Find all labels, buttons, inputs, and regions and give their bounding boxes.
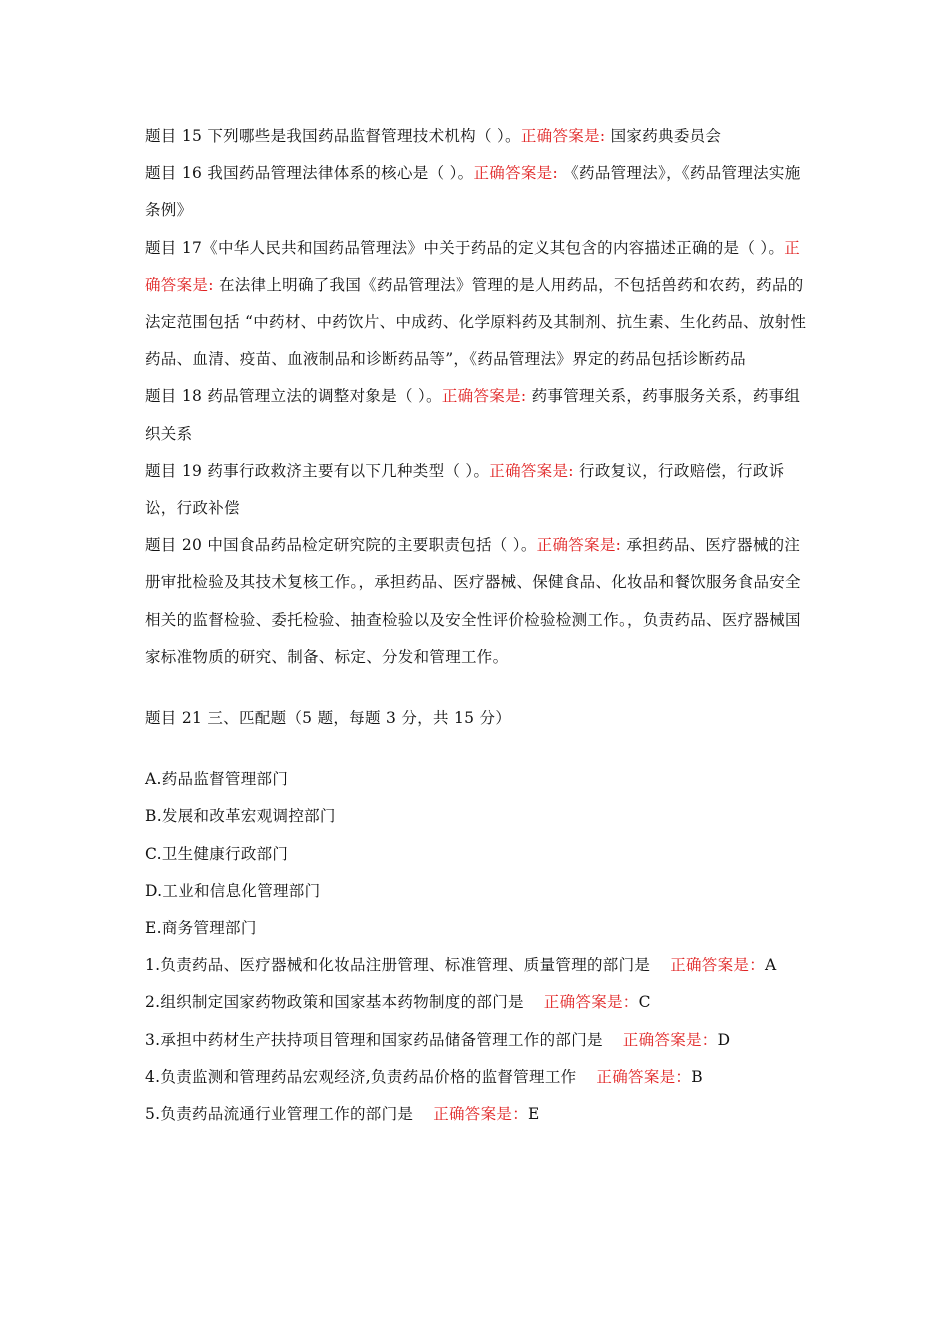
answer-text: 承担药品、医疗器械的注册审批检验及其技术复核工作。，承担药品、医疗器械、保健食品、化妆品和餐饮服务食品安全相关的监督检验、委托检验、抽查检验以及安全性评价检验检测工作。，负责药品、医疗器械国家标准物质的研究、制备、标定、分发和管理工作。: [145, 536, 801, 666]
option-d: D.工业和信息化管理部门: [145, 881, 321, 900]
match-question-3: [145, 1022, 813, 1059]
answer-text: 国家药典委员会: [605, 127, 722, 145]
answer-label: 正确答案是：: [622, 1030, 718, 1049]
question-stem: 题目 20 中国食品药品检定研究院的主要职责包括（ ）。: [145, 536, 537, 555]
question-20: [145, 527, 813, 676]
question-stem: 题目 17《中华人民共和国药品管理法》中关于药品的定义其包含的内容描述正确的是（ ）。: [145, 238, 785, 257]
match-question-1: [145, 947, 813, 984]
question-18: [145, 378, 813, 452]
document-body: [145, 118, 813, 1133]
answer-text: 在法律上明确了我国《药品管理法》管理的是人用药品，不包括兽药和农药，药品的法定范围包括 “中药材、中药饮片、中成药、化学原料药及其制剂、抗生素、生化药品、放射性药品、血清、疫苗、血液制品和诊断药品等”，《药品管理法》界定的药品包括诊断药品: [145, 275, 807, 369]
answer-label: 正确答案是:: [489, 461, 574, 480]
question-stem: 题目 19 药事行政救济主要有以下几种类型（ ）。: [145, 461, 490, 480]
answer-text: C: [638, 993, 651, 1012]
answer-label: 正确答案是:: [520, 127, 606, 145]
match-text: 5.负责药品流通行业管理工作的部门是: [145, 1105, 414, 1124]
answer-text: B: [691, 1067, 703, 1086]
option-a: A.药品监督管理部门: [145, 770, 289, 789]
answer-text: 药事管理关系，药事服务关系，药事组织关系: [145, 387, 801, 443]
match-text: 4.负责监测和管理药品宏观经济,负责药品价格的监督管理工作: [145, 1067, 577, 1086]
section-title: 题目 21 三、匹配题（5 题，每题 3 分，共 15 分）: [145, 709, 512, 728]
option-b: B.发展和改革宏观调控部门: [145, 807, 336, 826]
answer-text: D: [717, 1030, 731, 1049]
match-text: 1.负责药品、医疗器械和化妆品注册管理、标准管理、质量管理的部门是: [145, 956, 651, 975]
answer-label: 正确答案是：: [670, 956, 766, 975]
question-15: [145, 118, 813, 155]
question-stem: 题目 16 我国药品管理法律体系的核心是（ ）。: [145, 164, 474, 183]
match-question-2: [145, 984, 813, 1021]
question-stem: 题目 18 药品管理立法的调整对象是（ ）。: [145, 387, 442, 406]
match-text: 3.承担中药材生产扶持项目管理和国家药品储备管理工作的部门是: [145, 1030, 603, 1049]
answer-text: E: [528, 1105, 540, 1124]
question-stem: 题目 15 下列哪些是我国药品监督管理技术机构（ ）。: [145, 127, 521, 145]
question-19: [145, 453, 813, 527]
answer-label: 正确答案是:: [473, 164, 558, 183]
answer-label: 正确答案是:: [145, 238, 801, 294]
question-17: [145, 230, 813, 379]
match-question-4: [145, 1059, 813, 1096]
match-text: 2.组织制定国家药物政策和国家基本药物制度的部门是: [145, 993, 524, 1012]
answer-label: 正确答案是：: [433, 1105, 529, 1124]
answer-label: 正确答案是:: [441, 387, 527, 406]
question-16: [145, 155, 813, 229]
answer-text: 《药品管理法》，《药品管理法实施条例》: [145, 164, 801, 220]
match-question-5: [145, 1096, 813, 1133]
answer-text: A: [765, 956, 777, 975]
answer-text: 行政复议，行政赔偿，行政诉讼，行政补偿: [145, 461, 785, 518]
answer-label: 正确答案是：: [543, 993, 639, 1012]
answer-label: 正确答案是：: [596, 1067, 692, 1086]
answer-label: 正确答案是:: [536, 536, 622, 555]
option-e: E.商务管理部门: [145, 919, 257, 938]
option-c: C.卫生健康行政部门: [145, 844, 289, 863]
